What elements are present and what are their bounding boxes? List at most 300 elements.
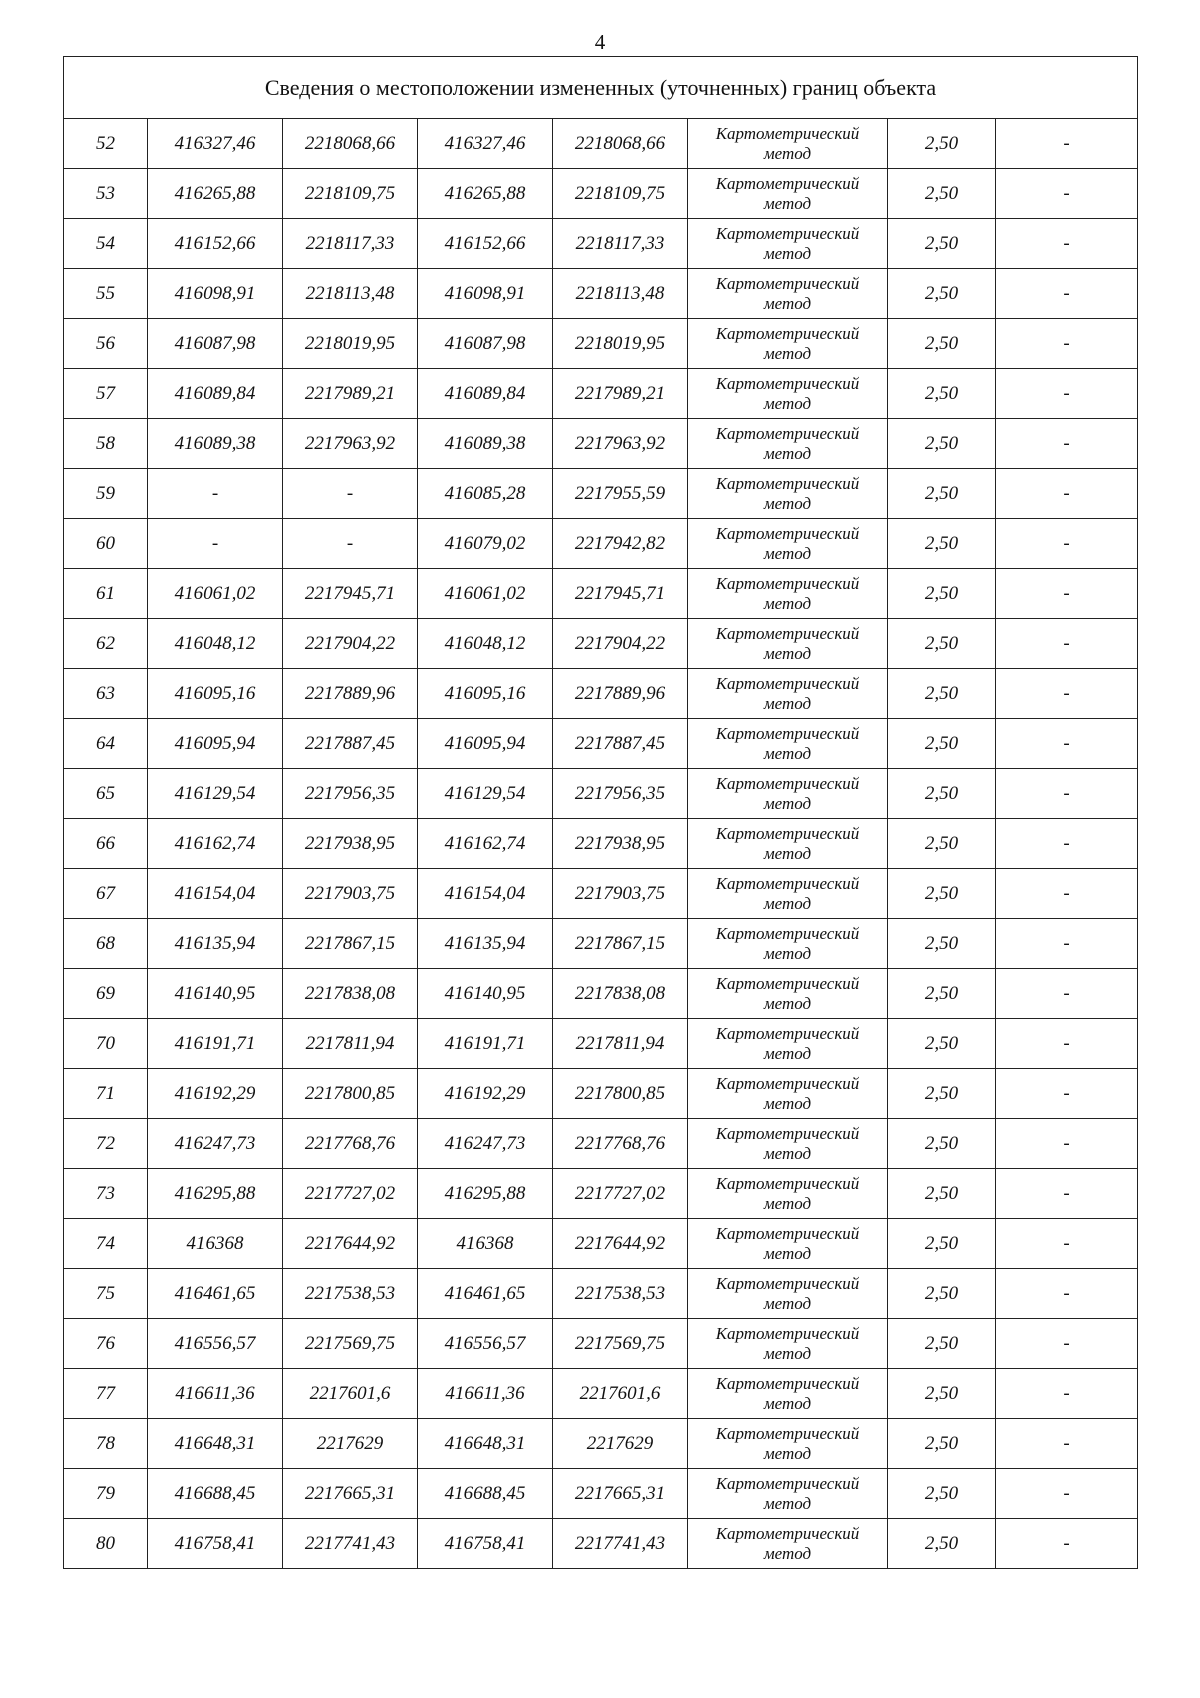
page-number: 4 xyxy=(594,30,606,54)
existing-x-cell: 416048,12 xyxy=(148,619,283,669)
table-row xyxy=(64,1069,1138,1119)
existing-x-cell: 416129,54 xyxy=(148,769,283,819)
accuracy-cell: 2,50 xyxy=(888,619,996,669)
new-y-cell: 2217601,6 xyxy=(553,1369,688,1419)
method-line-1: Картометрический xyxy=(715,723,860,743)
existing-y-cell: 2217741,43 xyxy=(283,1519,418,1569)
new-x-cell: 416265,88 xyxy=(418,169,553,219)
point-number-cell: 72 xyxy=(64,1119,148,1169)
existing-x-cell: 416162,74 xyxy=(148,819,283,869)
method-cell xyxy=(688,1119,888,1169)
accuracy-cell: 2,50 xyxy=(888,819,996,869)
accuracy-cell: 2,50 xyxy=(888,519,996,569)
point-number-cell: 74 xyxy=(64,1219,148,1269)
method-line-2: метод xyxy=(763,343,812,363)
new-x-cell: 416061,02 xyxy=(418,569,553,619)
new-y-cell: 2217955,59 xyxy=(553,469,688,519)
new-x-cell: 416089,84 xyxy=(418,369,553,419)
method-line-2: метод xyxy=(763,543,812,563)
method-line-2: метод xyxy=(763,143,812,163)
point-number-cell: 57 xyxy=(64,369,148,419)
point-number-cell: 56 xyxy=(64,319,148,369)
existing-y-cell: 2217963,92 xyxy=(283,419,418,469)
description-cell: - xyxy=(996,819,1138,869)
point-number-cell: 76 xyxy=(64,1319,148,1369)
new-y-cell: 2217904,22 xyxy=(553,619,688,669)
method-line-1: Картометрический xyxy=(715,273,860,293)
table-row xyxy=(64,1319,1138,1369)
new-y-cell: 2217956,35 xyxy=(553,769,688,819)
existing-x-cell: 416247,73 xyxy=(148,1119,283,1169)
existing-x-cell: 416327,46 xyxy=(148,119,283,169)
accuracy-cell: 2,50 xyxy=(888,1369,996,1419)
existing-y-cell: 2217727,02 xyxy=(283,1169,418,1219)
method-line-1: Картометрический xyxy=(715,1023,860,1043)
description-cell: - xyxy=(996,919,1138,969)
accuracy-cell: 2,50 xyxy=(888,569,996,619)
method-cell xyxy=(688,1369,888,1419)
existing-y-cell: 2218109,75 xyxy=(283,169,418,219)
new-x-cell: 416247,73 xyxy=(418,1119,553,1169)
new-x-cell: 416135,94 xyxy=(418,919,553,969)
point-number-cell: 79 xyxy=(64,1469,148,1519)
method-line-1: Картометрический xyxy=(715,123,860,143)
description-cell: - xyxy=(996,1219,1138,1269)
point-number-cell: 64 xyxy=(64,719,148,769)
new-y-cell: 2217887,45 xyxy=(553,719,688,769)
method-cell xyxy=(688,269,888,319)
existing-y-cell: 2217887,45 xyxy=(283,719,418,769)
point-number-cell: 53 xyxy=(64,169,148,219)
method-line-1: Картометрический xyxy=(715,1423,860,1443)
point-number-cell: 78 xyxy=(64,1419,148,1469)
method-cell xyxy=(688,819,888,869)
new-x-cell: 416098,91 xyxy=(418,269,553,319)
accuracy-cell: 2,50 xyxy=(888,919,996,969)
accuracy-cell: 2,50 xyxy=(888,1069,996,1119)
table-row xyxy=(64,1369,1138,1419)
new-y-cell: 2217569,75 xyxy=(553,1319,688,1369)
method-cell xyxy=(688,1019,888,1069)
existing-y-cell: 2217904,22 xyxy=(283,619,418,669)
new-y-cell: 2217942,82 xyxy=(553,519,688,569)
new-y-cell: 2217644,92 xyxy=(553,1219,688,1269)
description-cell: - xyxy=(996,769,1138,819)
method-cell xyxy=(688,769,888,819)
method-cell xyxy=(688,1319,888,1369)
point-number-cell: 68 xyxy=(64,919,148,969)
accuracy-cell: 2,50 xyxy=(888,1269,996,1319)
method-cell xyxy=(688,1169,888,1219)
new-x-cell: 416648,31 xyxy=(418,1419,553,1469)
new-x-cell: 416048,12 xyxy=(418,619,553,669)
point-number-cell: 58 xyxy=(64,419,148,469)
description-cell: - xyxy=(996,1519,1138,1569)
method-line-2: метод xyxy=(763,1493,812,1513)
new-x-cell: 416140,95 xyxy=(418,969,553,1019)
method-line-2: метод xyxy=(763,1043,812,1063)
description-cell: - xyxy=(996,719,1138,769)
new-x-cell: 416085,28 xyxy=(418,469,553,519)
method-line-2: метод xyxy=(763,1443,812,1463)
description-cell: - xyxy=(996,1119,1138,1169)
point-number-cell: 65 xyxy=(64,769,148,819)
method-line-2: метод xyxy=(763,993,812,1013)
point-number-cell: 70 xyxy=(64,1019,148,1069)
existing-y-cell: 2217838,08 xyxy=(283,969,418,1019)
existing-y-cell: 2217538,53 xyxy=(283,1269,418,1319)
method-line-2: метод xyxy=(763,1343,812,1363)
method-line-1: Картометрический xyxy=(715,223,860,243)
description-cell: - xyxy=(996,669,1138,719)
existing-x-cell: 416061,02 xyxy=(148,569,283,619)
accuracy-cell: 2,50 xyxy=(888,1519,996,1569)
new-x-cell: 416095,94 xyxy=(418,719,553,769)
existing-x-cell: 416095,16 xyxy=(148,669,283,719)
new-y-cell: 2218113,48 xyxy=(553,269,688,319)
new-y-cell: 2217727,02 xyxy=(553,1169,688,1219)
table-row xyxy=(64,269,1138,319)
description-cell: - xyxy=(996,969,1138,1019)
method-line-2: метод xyxy=(763,1093,812,1113)
table-row xyxy=(64,1119,1138,1169)
existing-y-cell: 2217601,6 xyxy=(283,1369,418,1419)
existing-x-cell: - xyxy=(148,519,283,569)
new-y-cell: 2218109,75 xyxy=(553,169,688,219)
new-x-cell: 416758,41 xyxy=(418,1519,553,1569)
new-y-cell: 2217665,31 xyxy=(553,1469,688,1519)
description-cell: - xyxy=(996,319,1138,369)
method-line-2: метод xyxy=(763,443,812,463)
method-cell xyxy=(688,569,888,619)
new-y-cell: 2217989,21 xyxy=(553,369,688,419)
existing-y-cell: 2217945,71 xyxy=(283,569,418,619)
existing-y-cell: 2217629 xyxy=(283,1419,418,1469)
table-row xyxy=(64,619,1138,669)
new-x-cell: 416461,65 xyxy=(418,1269,553,1319)
new-x-cell: 416087,98 xyxy=(418,319,553,369)
method-line-1: Картометрический xyxy=(715,1473,860,1493)
method-line-1: Картометрический xyxy=(715,1123,860,1143)
method-line-2: метод xyxy=(763,593,812,613)
method-line-1: Картометрический xyxy=(715,1323,860,1343)
method-line-2: метод xyxy=(763,293,812,313)
description-cell: - xyxy=(996,619,1138,669)
accuracy-cell: 2,50 xyxy=(888,669,996,719)
description-cell: - xyxy=(996,419,1138,469)
new-y-cell: 2217811,94 xyxy=(553,1019,688,1069)
new-x-cell: 416154,04 xyxy=(418,869,553,919)
method-line-1: Картометрический xyxy=(715,573,860,593)
method-line-2: метод xyxy=(763,1193,812,1213)
existing-x-cell: 416152,66 xyxy=(148,219,283,269)
method-line-1: Картометрический xyxy=(715,473,860,493)
accuracy-cell: 2,50 xyxy=(888,319,996,369)
point-number-cell: 77 xyxy=(64,1369,148,1419)
table-row xyxy=(64,569,1138,619)
method-line-2: метод xyxy=(763,193,812,213)
new-y-cell: 2217867,15 xyxy=(553,919,688,969)
new-y-cell: 2217938,95 xyxy=(553,819,688,869)
table-row xyxy=(64,1169,1138,1219)
method-line-1: Картометрический xyxy=(715,923,860,943)
table-title: Сведения о местоположении измененных (уточненных) границ объекта xyxy=(64,57,1138,119)
new-x-cell: 416079,02 xyxy=(418,519,553,569)
table-row xyxy=(64,169,1138,219)
point-number-cell: 80 xyxy=(64,1519,148,1569)
method-line-2: метод xyxy=(763,643,812,663)
method-line-2: метод xyxy=(763,743,812,763)
point-number-cell: 61 xyxy=(64,569,148,619)
method-cell xyxy=(688,469,888,519)
existing-x-cell: 416098,91 xyxy=(148,269,283,319)
existing-y-cell: 2217768,76 xyxy=(283,1119,418,1169)
point-number-cell: 60 xyxy=(64,519,148,569)
accuracy-cell: 2,50 xyxy=(888,1419,996,1469)
accuracy-cell: 2,50 xyxy=(888,1469,996,1519)
new-x-cell: 416191,71 xyxy=(418,1019,553,1069)
accuracy-cell: 2,50 xyxy=(888,369,996,419)
method-line-2: метод xyxy=(763,943,812,963)
accuracy-cell: 2,50 xyxy=(888,1319,996,1369)
method-line-1: Картометрический xyxy=(715,673,860,693)
description-cell: - xyxy=(996,1169,1138,1219)
existing-y-cell: 2218068,66 xyxy=(283,119,418,169)
method-line-2: метод xyxy=(763,243,812,263)
description-cell: - xyxy=(996,569,1138,619)
accuracy-cell: 2,50 xyxy=(888,1219,996,1269)
point-number-cell: 52 xyxy=(64,119,148,169)
description-cell: - xyxy=(996,169,1138,219)
existing-y-cell: 2217938,95 xyxy=(283,819,418,869)
method-line-2: метод xyxy=(763,693,812,713)
new-y-cell: 2218068,66 xyxy=(553,119,688,169)
method-line-2: метод xyxy=(763,1543,812,1563)
table-row xyxy=(64,819,1138,869)
point-number-cell: 66 xyxy=(64,819,148,869)
new-y-cell: 2217945,71 xyxy=(553,569,688,619)
method-line-1: Картометрический xyxy=(715,373,860,393)
new-x-cell: 416556,57 xyxy=(418,1319,553,1369)
method-cell xyxy=(688,519,888,569)
description-cell: - xyxy=(996,1369,1138,1419)
table-row xyxy=(64,969,1138,1019)
existing-y-cell: 2217800,85 xyxy=(283,1069,418,1119)
point-number-cell: 75 xyxy=(64,1269,148,1319)
existing-y-cell: 2217903,75 xyxy=(283,869,418,919)
existing-y-cell: 2218019,95 xyxy=(283,319,418,369)
existing-x-cell: 416089,84 xyxy=(148,369,283,419)
method-line-2: метод xyxy=(763,1293,812,1313)
new-y-cell: 2217768,76 xyxy=(553,1119,688,1169)
table-row xyxy=(64,1269,1138,1319)
table-row xyxy=(64,1419,1138,1469)
method-cell xyxy=(688,1469,888,1519)
point-number-cell: 54 xyxy=(64,219,148,269)
point-number-cell: 59 xyxy=(64,469,148,519)
method-line-1: Картометрический xyxy=(715,523,860,543)
accuracy-cell: 2,50 xyxy=(888,269,996,319)
point-number-cell: 62 xyxy=(64,619,148,669)
existing-x-cell: 416368 xyxy=(148,1219,283,1269)
accuracy-cell: 2,50 xyxy=(888,969,996,1019)
existing-y-cell: 2217889,96 xyxy=(283,669,418,719)
table-row xyxy=(64,869,1138,919)
existing-y-cell: 2218117,33 xyxy=(283,219,418,269)
new-y-cell: 2217889,96 xyxy=(553,669,688,719)
method-line-1: Картометрический xyxy=(715,323,860,343)
table-row xyxy=(64,1469,1138,1519)
table-row xyxy=(64,919,1138,969)
accuracy-cell: 2,50 xyxy=(888,219,996,269)
method-line-1: Картометрический xyxy=(715,623,860,643)
method-line-1: Картометрический xyxy=(715,823,860,843)
accuracy-cell: 2,50 xyxy=(888,419,996,469)
method-line-1: Картометрический xyxy=(715,973,860,993)
existing-x-cell: 416135,94 xyxy=(148,919,283,969)
point-number-cell: 71 xyxy=(64,1069,148,1119)
new-y-cell: 2217629 xyxy=(553,1419,688,1469)
table-row xyxy=(64,219,1138,269)
description-cell: - xyxy=(996,519,1138,569)
table-row xyxy=(64,1219,1138,1269)
existing-y-cell: 2218113,48 xyxy=(283,269,418,319)
method-cell xyxy=(688,669,888,719)
table-row xyxy=(64,769,1138,819)
method-cell xyxy=(688,219,888,269)
accuracy-cell: 2,50 xyxy=(888,1169,996,1219)
table-row xyxy=(64,119,1138,169)
point-number-cell: 67 xyxy=(64,869,148,919)
new-y-cell: 2217741,43 xyxy=(553,1519,688,1569)
existing-x-cell: 416140,95 xyxy=(148,969,283,1019)
table-row xyxy=(64,369,1138,419)
existing-x-cell: 416556,57 xyxy=(148,1319,283,1369)
point-number-cell: 69 xyxy=(64,969,148,1019)
accuracy-cell: 2,50 xyxy=(888,769,996,819)
existing-y-cell: 2217811,94 xyxy=(283,1019,418,1069)
method-line-1: Картометрический xyxy=(715,173,860,193)
accuracy-cell: 2,50 xyxy=(888,869,996,919)
method-line-2: метод xyxy=(763,793,812,813)
existing-x-cell: 416154,04 xyxy=(148,869,283,919)
new-y-cell: 2217800,85 xyxy=(553,1069,688,1119)
new-y-cell: 2218117,33 xyxy=(553,219,688,269)
description-cell: - xyxy=(996,119,1138,169)
existing-x-cell: - xyxy=(148,469,283,519)
method-line-1: Картометрический xyxy=(715,873,860,893)
existing-y-cell: 2217867,15 xyxy=(283,919,418,969)
existing-y-cell: 2217644,92 xyxy=(283,1219,418,1269)
new-x-cell: 416611,36 xyxy=(418,1369,553,1419)
method-cell xyxy=(688,719,888,769)
method-line-1: Картометрический xyxy=(715,423,860,443)
existing-y-cell: - xyxy=(283,519,418,569)
method-line-1: Картометрический xyxy=(715,773,860,793)
existing-x-cell: 416089,38 xyxy=(148,419,283,469)
description-cell: - xyxy=(996,1319,1138,1369)
method-line-2: метод xyxy=(763,893,812,913)
method-cell xyxy=(688,1069,888,1119)
method-line-2: метод xyxy=(763,1143,812,1163)
method-cell xyxy=(688,419,888,469)
table-row xyxy=(64,669,1138,719)
new-x-cell: 416129,54 xyxy=(418,769,553,819)
existing-x-cell: 416648,31 xyxy=(148,1419,283,1469)
existing-y-cell: 2217989,21 xyxy=(283,369,418,419)
accuracy-cell: 2,50 xyxy=(888,469,996,519)
method-cell xyxy=(688,919,888,969)
new-x-cell: 416152,66 xyxy=(418,219,553,269)
point-number-cell: 55 xyxy=(64,269,148,319)
table-row xyxy=(64,519,1138,569)
description-cell: - xyxy=(996,469,1138,519)
existing-x-cell: 416191,71 xyxy=(148,1019,283,1069)
new-x-cell: 416095,16 xyxy=(418,669,553,719)
existing-x-cell: 416265,88 xyxy=(148,169,283,219)
new-x-cell: 416688,45 xyxy=(418,1469,553,1519)
existing-x-cell: 416095,94 xyxy=(148,719,283,769)
accuracy-cell: 2,50 xyxy=(888,169,996,219)
description-cell: - xyxy=(996,1019,1138,1069)
method-line-1: Картометрический xyxy=(715,1173,860,1193)
new-x-cell: 416295,88 xyxy=(418,1169,553,1219)
description-cell: - xyxy=(996,869,1138,919)
existing-x-cell: 416758,41 xyxy=(148,1519,283,1569)
method-line-1: Картометрический xyxy=(715,1073,860,1093)
method-cell xyxy=(688,369,888,419)
description-cell: - xyxy=(996,1069,1138,1119)
method-cell xyxy=(688,1519,888,1569)
existing-y-cell: - xyxy=(283,469,418,519)
coordinates-table xyxy=(63,56,1138,1569)
description-cell: - xyxy=(996,219,1138,269)
table-row xyxy=(64,719,1138,769)
new-x-cell: 416192,29 xyxy=(418,1069,553,1119)
new-x-cell: 416327,46 xyxy=(418,119,553,169)
table-row xyxy=(64,319,1138,369)
method-line-2: метод xyxy=(763,1243,812,1263)
accuracy-cell: 2,50 xyxy=(888,1019,996,1069)
existing-x-cell: 416688,45 xyxy=(148,1469,283,1519)
method-cell xyxy=(688,619,888,669)
description-cell: - xyxy=(996,369,1138,419)
method-cell xyxy=(688,869,888,919)
method-line-1: Картометрический xyxy=(715,1273,860,1293)
existing-y-cell: 2217665,31 xyxy=(283,1469,418,1519)
method-cell xyxy=(688,119,888,169)
new-x-cell: 416162,74 xyxy=(418,819,553,869)
method-cell xyxy=(688,169,888,219)
method-cell xyxy=(688,1419,888,1469)
existing-x-cell: 416192,29 xyxy=(148,1069,283,1119)
method-line-2: метод xyxy=(763,843,812,863)
new-y-cell: 2218019,95 xyxy=(553,319,688,369)
method-line-1: Картометрический xyxy=(715,1223,860,1243)
description-cell: - xyxy=(996,1469,1138,1519)
method-cell xyxy=(688,319,888,369)
new-y-cell: 2217538,53 xyxy=(553,1269,688,1319)
table-row xyxy=(64,1519,1138,1569)
accuracy-cell: 2,50 xyxy=(888,1119,996,1169)
method-cell xyxy=(688,969,888,1019)
table-row xyxy=(64,419,1138,469)
existing-x-cell: 416611,36 xyxy=(148,1369,283,1419)
point-number-cell: 63 xyxy=(64,669,148,719)
accuracy-cell: 2,50 xyxy=(888,719,996,769)
existing-y-cell: 2217956,35 xyxy=(283,769,418,819)
existing-x-cell: 416087,98 xyxy=(148,319,283,369)
